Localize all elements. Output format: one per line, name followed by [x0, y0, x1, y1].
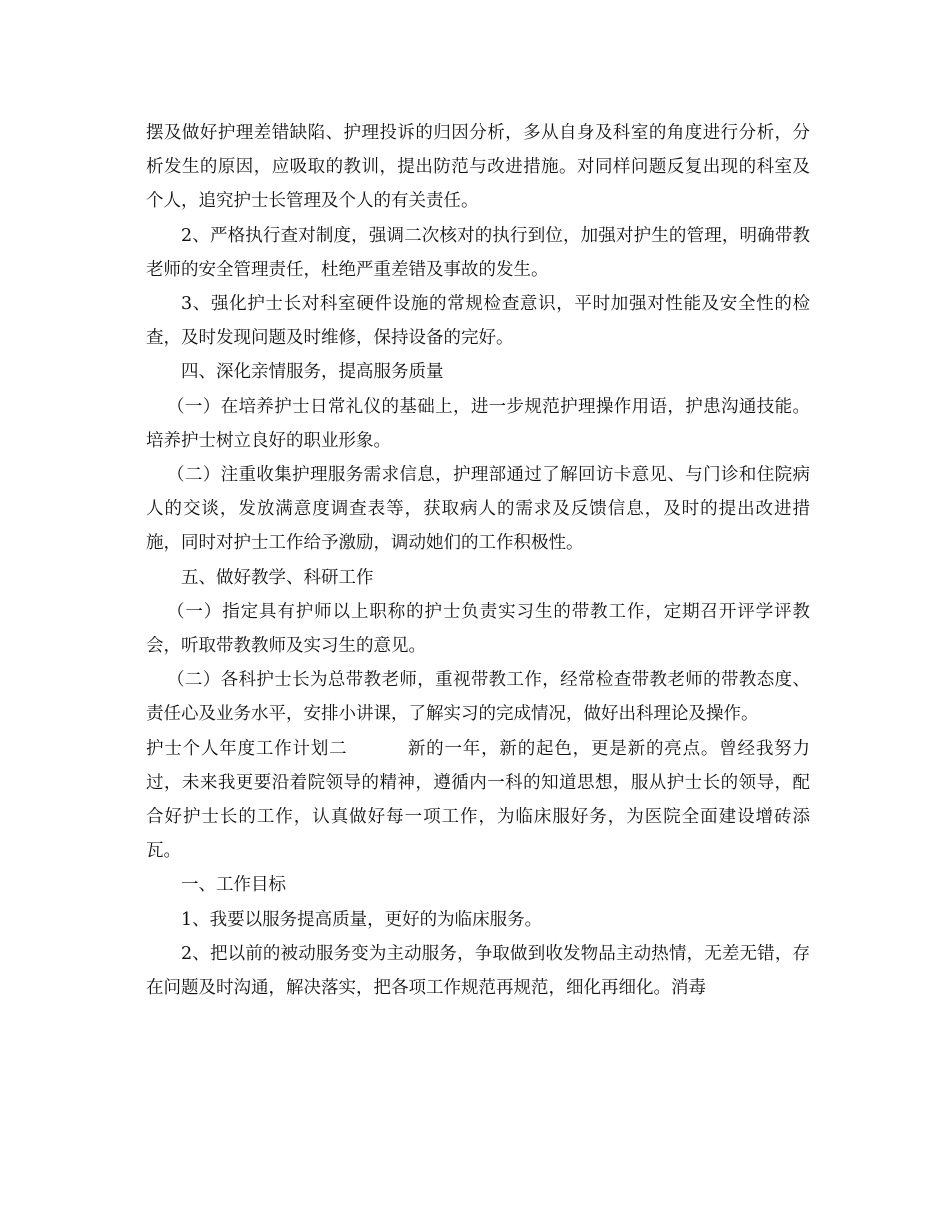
paragraph-teaching-1: （一）指定具有护师以上职称的护士负责实习生的带教工作，定期召开评学评教会，听取带教教师及实习生的意见。 [146, 601, 810, 657]
paragraph-goal-1: 1、我要以服务提高质量，更好的为临床服务。 [181, 909, 543, 930]
paragraph-subitem-2: （二）注重收集护理服务需求信息，护理部通过了解回访卡意见、与门诊和住院病人的交谈，发放满意度调查表等，获取病人的需求及反馈信息，及时的提出改进措施，同时对护士工作给予激励，调动她们的工作积极性。 [146, 465, 810, 554]
paragraph-item-3: 3、强化护士长对科室硬件设施的常规检查意识，平时加强对性能及安全性的检查，及时发现问题及时维修，保持设备的完好。 [146, 294, 810, 349]
section-title: 护士个人年度工作计划二 [146, 738, 348, 759]
paragraph-continuation: 摆及做好护理差错缺陷、护理投诉的归因分析，多从自身及科室的角度进行分析，分析发生的原因，应吸取的教训，提出防范与改进措施。对同样问题反复出现的科室及个人，追究护士长管理及个人的有关责任。 [146, 123, 810, 212]
heading-work-goals: 一、工作目标 [181, 875, 286, 896]
paragraph-goal-2: 2、把以前的被动服务变为主动服务，争取做到收发物品主动热情，无差无错，存在问题及时沟通，解决落实，把各项工作规范再规范，细化再细化。消毒 [146, 943, 810, 999]
paragraph-subitem-1: （一）在培养护士日常礼仪的基础上，进一步规范护理操作用语，护患沟通技能。培养护士树立良好的职业形象。 [146, 396, 810, 451]
heading-section-4: 四、深化亲情服务，提高服务质量 [181, 362, 444, 383]
section-intro: 新的一年，新的起色，更是新的亮点。曾经我努力过，未来我更要沿着院领导的精神，遵循内一科的知道思想，服从护士长的领导，配合好护士长的工作，认真做好每一项工作，为临床服好务，为医院全面建设增砖添瓦。 [146, 738, 810, 862]
heading-section-5: 五、做好教学、科研工作 [181, 567, 374, 588]
paragraph-teaching-2: （二）各科护士长为总带教老师，重视带教工作，经常检查带教老师的带教态度、责任心及业务水平，安排小讲课，了解实习的完成情况，做好出科理论及操作。 [146, 670, 810, 725]
section-plan-two [146, 732, 810, 869]
document-body [146, 116, 810, 1005]
paragraph-item-2: 2、严格执行查对制度，强调二次核对的执行到位，加强对护生的管理，明确带教老师的安全管理责任，杜绝严重差错及事故的发生。 [146, 225, 810, 280]
